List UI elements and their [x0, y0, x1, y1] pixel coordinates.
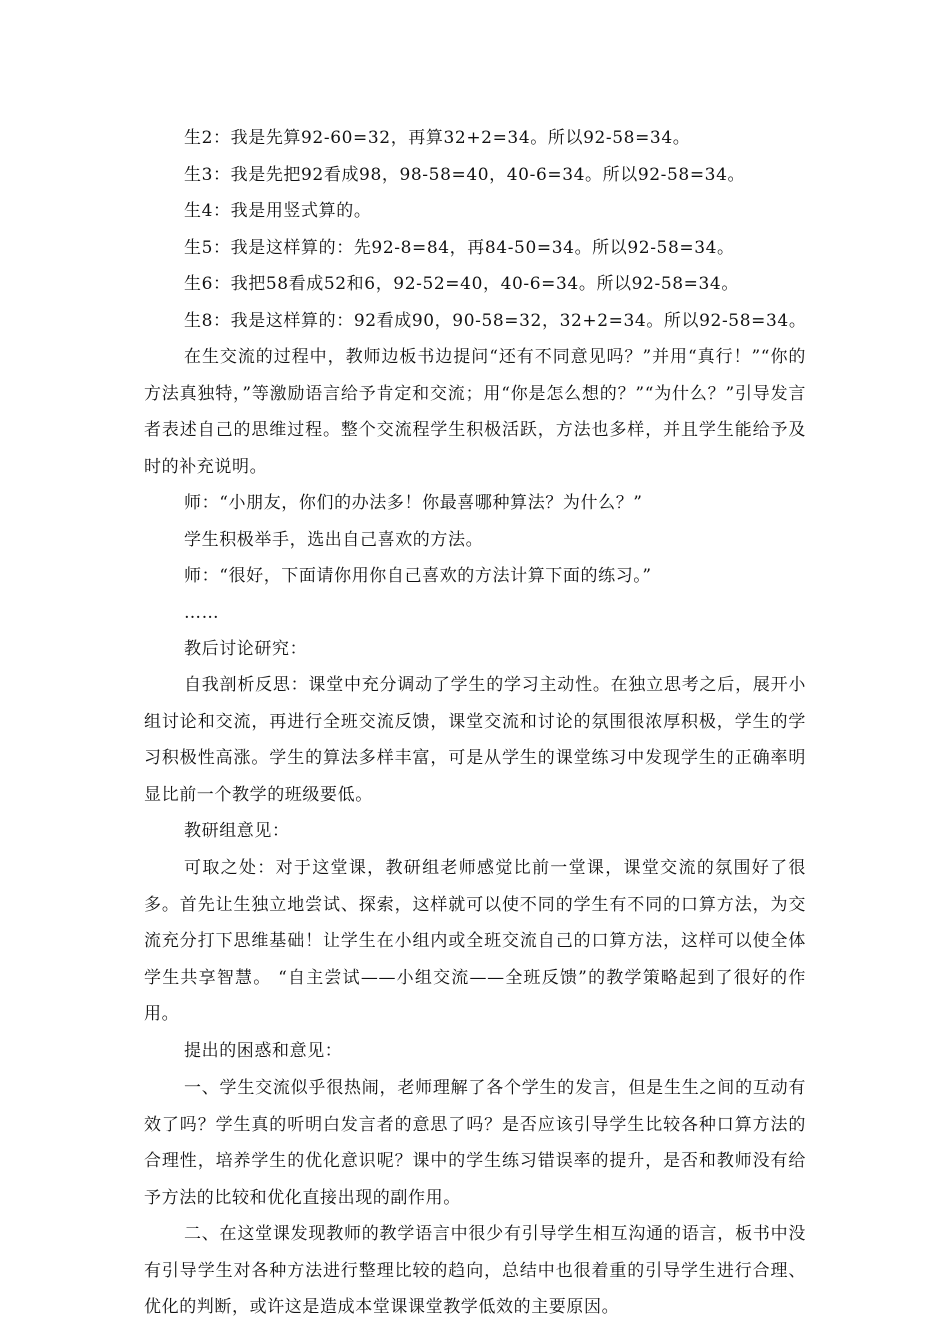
- observation-paragraph: 在生交流的过程中，教师边板书边提问“还有不同意见吗？”并用“真行！”“你的方法真独特，”等激励语言给予肯定和交流；用“你是怎么想的？”“为什么？”引导发言者表述自己的思维过程。整个交流程学生积极活跃，方法也多样，并且学生能给予及时的补充说明。: [144, 347, 806, 477]
- concerns-section: [144, 1033, 806, 1070]
- student-answer: 生6：我把58看成52和6，92-52=40，40-6=34。所以92-58=34。: [184, 274, 739, 294]
- teacher-instruction: 师：“很好，下面请你用你自己喜欢的方法计算下面的练习。”: [184, 566, 652, 586]
- group-opinion-section: [144, 813, 806, 850]
- concerns-heading: 提出的困惑和意见：: [184, 1041, 343, 1061]
- teacher-question: 师：“小朋友，你们的办法多！你最喜哪种算法？为什么？”: [184, 493, 643, 513]
- discussion-heading: 教后讨论研究：: [184, 639, 308, 659]
- group-opinion-heading: 教研组意见：: [184, 821, 290, 841]
- concern-1-paragraph: 一、学生交流似乎很热闹，老师理解了各个学生的发言，但是生生之间的互动有效了吗？学生真的听明白发言者的意思了吗？是否应该引导学生比较各种口算方法的合理性，培养学生的优化意识呢？课中的学生练习错误率的提升，是否和教师没有给予方法的比较和优化直接出现的副作用。: [144, 1078, 806, 1208]
- concern-2-paragraph: 二、在这堂课发现教师的教学语言中很少有引导学生相互沟通的语言，板书中没有引导学生对各种方法进行整理比较的趋向，总结中也很着重的引导学生进行合理、优化的判断，或许这是造成本堂课课堂教学低效的主要原因。: [144, 1224, 806, 1317]
- ellipsis: ……: [184, 602, 220, 623]
- student-answer: 生3：我是先把92看成98，98-58=40，40-6=34。所以92-58=34。: [184, 164, 746, 185]
- self-reflection-paragraph: 自我剖析反思：课堂中充分调动了学生的学习主动性。在独立思考之后，展开小组讨论和交流，再进行全班交流反馈，课堂交流和讨论的氛围很浓厚积极，学生的学习积极性高涨。学生的算法多样丰富，可是从学生的课堂练习中发现学生的正确率明显比前一个教学的班级要低。: [144, 675, 806, 805]
- classroom-exchange: [144, 485, 806, 668]
- student-answer: 生2：我是先算92-60=32，再算32+2=34。所以92-58=34。: [184, 128, 691, 148]
- student-answers: [144, 120, 806, 339]
- students-response: 学生积极举手，选出自己喜欢的方法。: [184, 529, 484, 550]
- student-answer: 生8：我是这样算的：92看成90，90-58=32，32+2=34。所以92-58=34。: [184, 310, 807, 331]
- student-answer: 生4：我是用竖式算的。: [184, 201, 372, 221]
- student-answer: 生5：我是这样算的：先92-8=84，再84-50=34。所以92-58=34。: [184, 237, 735, 258]
- strengths-paragraph: 可取之处：对于这堂课，教研组老师感觉比前一堂课，课堂交流的氛围好了很多。首先让生独立地尝试、探索，这样就可以使不同的学生有不同的口算方法，为交流充分打下思维基础！让学生在小组内或全班交流自己的口算方法，这样可以使全体学生共享智慧。 “自主尝试——小组交流——全班反馈”的教学策略起到了很好的作用。: [144, 858, 806, 1024]
